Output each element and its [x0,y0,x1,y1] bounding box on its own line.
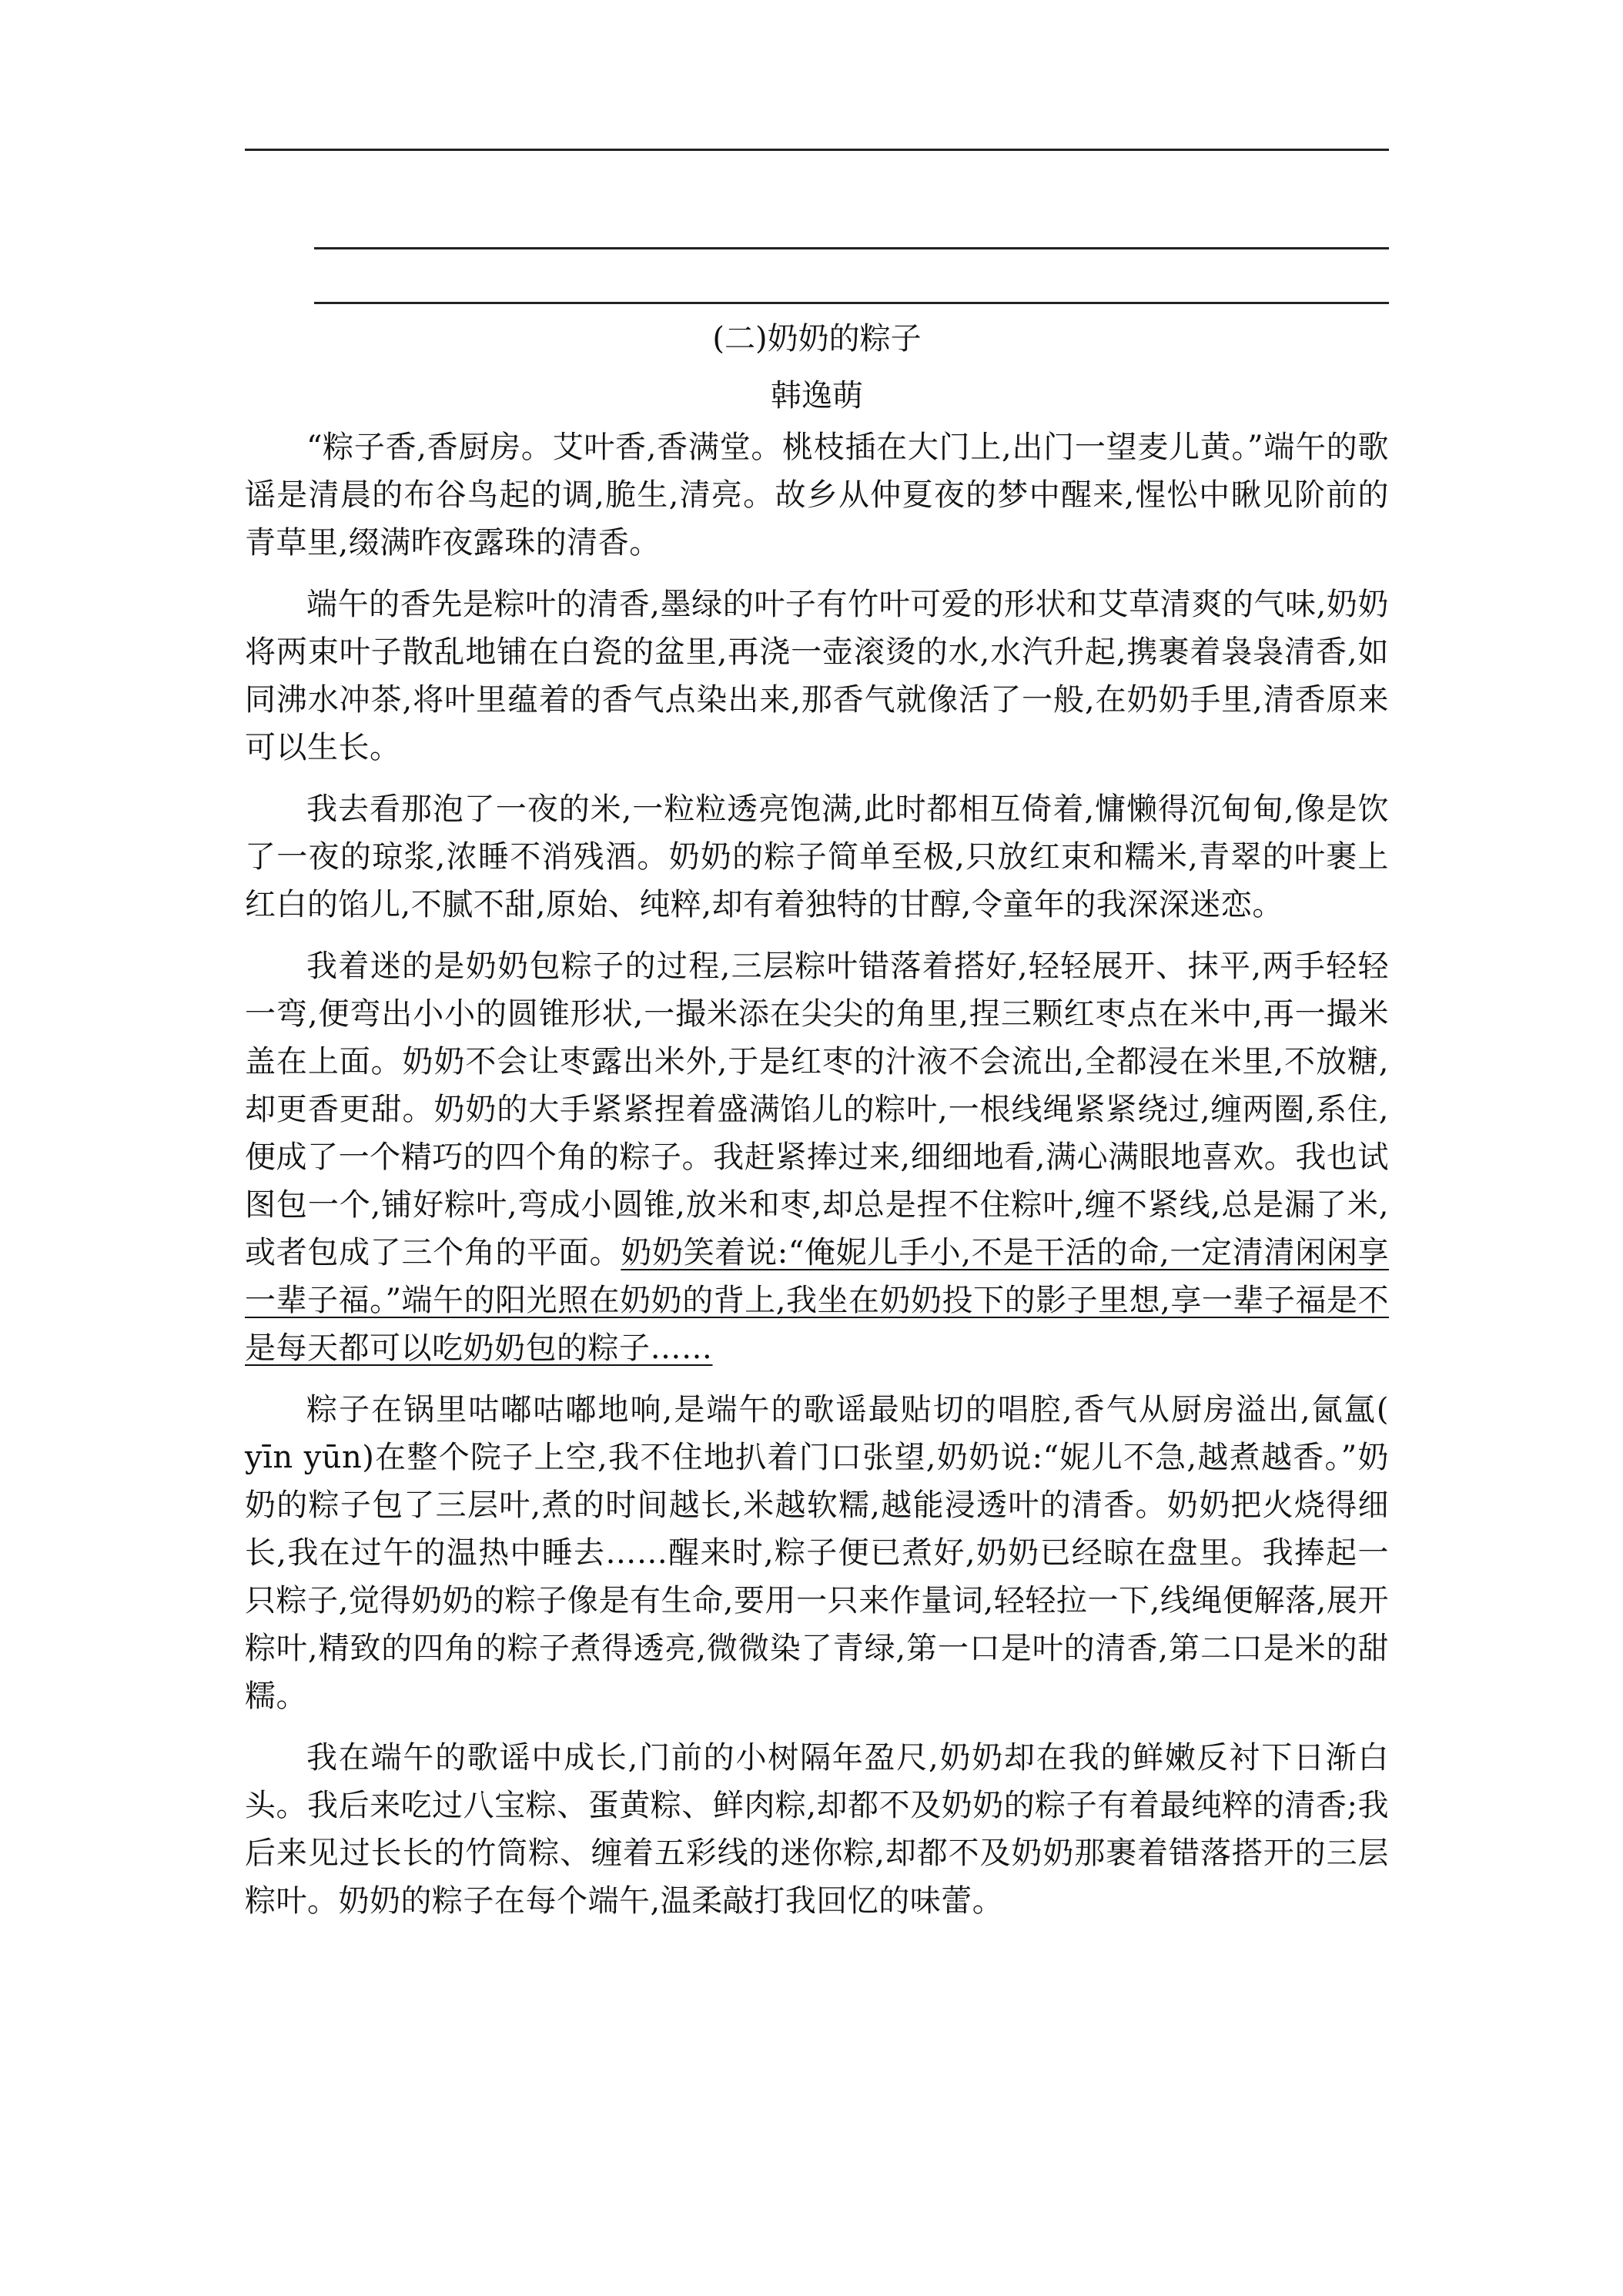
paragraph-1: “粽子香,香厨房。艾叶香,香满堂。桃枝插在大门上,出门一望麦儿黄。”端午的歌谣是清晨的布谷鸟起的调,脆生,清亮。故乡从仲夏夜的梦中醒来,惺忪中瞅见阶前的青草里,缀满昨夜露珠的清香。 [245,430,1389,561]
paragraph-2: 端午的香先是粽叶的清香,墨绿的叶子有竹叶可爱的形状和艾草清爽的气味,奶奶将两束叶子散乱地铺在白瓷的盆里,再浇一壶滚烫的水,水汽升起,携裹着袅袅清香,如同沸水冲茶,将叶里蕴着的香气点染出来,那香气就像活了一般,在奶奶手里,清香原来可以生长。 [245,587,1389,765]
paragraph-3: 我去看那泡了一夜的米,一粒粒透亮饱满,此时都相互倚着,慵懒得沉甸甸,像是饮了一夜的琼浆,浓睡不消残酒。奶奶的粽子简单至极,只放红束和糯米,青翠的叶裹上红白的馅儿,不腻不甜,原始、纯粹,却有着独特的甘醇,令童年的我深深迷恋。 [245,792,1389,922]
article-author: 韩逸萌 [771,378,863,413]
paragraph-4-text: 我着迷的是奶奶包粽子的过程,三层粽叶错落着搭好,轻轻展开、抹平,两手轻轻一弯,便弯出小小的圆锥形状,一撮米添在尖尖的角里,捏三颗红枣点在米中,再一撮米盖在上面。奶奶不会让枣露出米外,于是红枣的汁液不会流出,全都浸在米里,不放糖,却更香更甜。奶奶的大手紧紧捏着盛满馅儿的粽叶,一根线绳紧紧绕过,缠两圈,系住,便成了一个精巧的四个角的粽子。我赶紧捧过来,细细地看,满心满眼地喜欢。我也试图包一个,铺好粽叶,弯成小圆锥,放米和枣,却总是捏不住粽叶,缠不紧线,总是漏了米,或者包成了三个角的平面。 [245,949,1389,1270]
paragraph-4 [245,942,1389,1372]
paragraph-6: 我在端午的歌谣中成长,门前的小树隔年盈尺,奶奶却在我的鲜嫩反衬下日渐白头。我后来吃过八宝粽、蛋黄粽、鲜肉粽,却都不及奶奶的粽子有着最纯粹的清香;我后来见过长长的竹筒粽、缠着五彩线的迷你粽,却都不及奶奶那裹着错落搭开的三层粽叶。奶奶的粽子在每个端午,温柔敲打我回忆的味蕾。 [245,1740,1389,1919]
answer-line-3 [314,302,1389,304]
answer-line-2 [314,247,1389,249]
answer-line-1 [245,149,1389,151]
article-body [245,423,1389,1939]
paragraph-5: 粽子在锅里咕嘟咕嘟地响,是端午的歌谣最贴切的唱腔,香气从厨房溢出,氤氲( yīn yūn)在整个院子上空,我不住地扒着门口张望,奶奶说:“妮儿不急,越煮越香。”奶奶的粽子包了三层叶,煮的时间越长,米越软糯,越能浸透叶的清香。奶奶把火烧得细长,我在过午的温热中睡去……醒来时,粽子便已煮好,奶奶已经晾在盘里。我捧起一只粽子,觉得奶奶的粽子像是有生命,要用一只来作量词,轻轻拉一下,线绳便解落,展开粽叶,精致的四角的粽子煮得透亮,微微染了青绿,第一口是叶的清香,第二口是米的甜糯。 [245,1392,1389,1714]
underlined-sentence: 奶奶笑着说:“俺妮儿手小,不是干活的命,一定清清闲闲享一辈子福。”端午的阳光照在奶奶的背上,我坐在奶奶投下的影子里想,享一辈子福是不是每天都可以吃奶奶包的粽子…… [245,1235,1390,1366]
article-title: (二)奶奶的粽子 [712,321,922,356]
